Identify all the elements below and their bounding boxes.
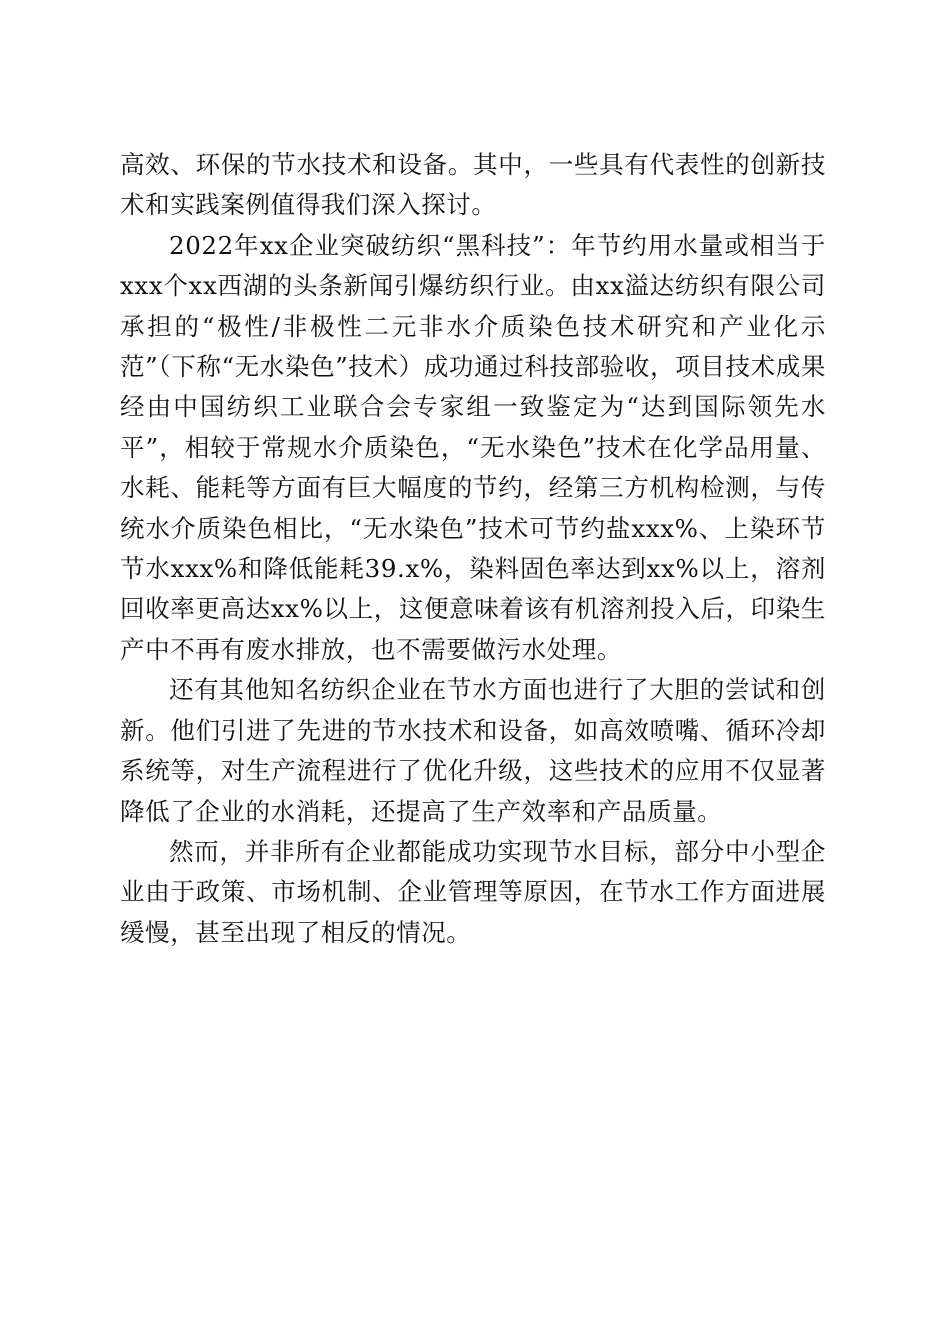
paragraph-sme-challenges: 然而，并非所有企业都能成功实现节水目标，部分中小型企业由于政策、市场机制、企业管理等原因，在节水工作方面进展缓慢，甚至出现了相反的情况。 [120, 836, 826, 947]
document-body [120, 145, 826, 953]
paragraph-wateless-dyeing: 2022年xx企业突破纺织“黑科技”：年节约用水量或相当于xxx个xx西湖的头条新闻引爆纺织行业。由xx溢达纺织有限公司承担的“极性/非极性二元非水介质染色技术研究和产业化示范”（下称“无水染色”技术）成功通过科技部验收，项目技术成果经由中国纺织工业联合会专家组一致鉴定为“达到国际领先水平”，相较于常规水介质染色，“无水染色”技术在化学品用量、水耗、能耗等方面有巨大幅度的节约，经第三方机构检测，与传统水介质染色相比，“无水染色”技术可节约盐xxx%、上染环节节水xxx%和降低能耗39.x%，染料固色率达到xx%以上，溶剂回收率更高达xx%以上，这便意味着该有机溶剂投入后，印染生产中不再有废水排放，也不需要做污水处理。 [120, 230, 826, 664]
paragraph-other-enterprises: 还有其他知名纺织企业在节水方面也进行了大胆的尝试和创新。他们引进了先进的节水技术和设备，如高效喷嘴、循环冷却系统等，对生产流程进行了优化升级，这些技术的应用不仅显著降低了企业的水消耗，还提高了生产效率和产品质量。 [120, 675, 826, 826]
paragraph-continued: 高效、环保的节水技术和设备。其中，一些具有代表性的创新技术和实践案例值得我们深入探讨。 [120, 150, 826, 220]
